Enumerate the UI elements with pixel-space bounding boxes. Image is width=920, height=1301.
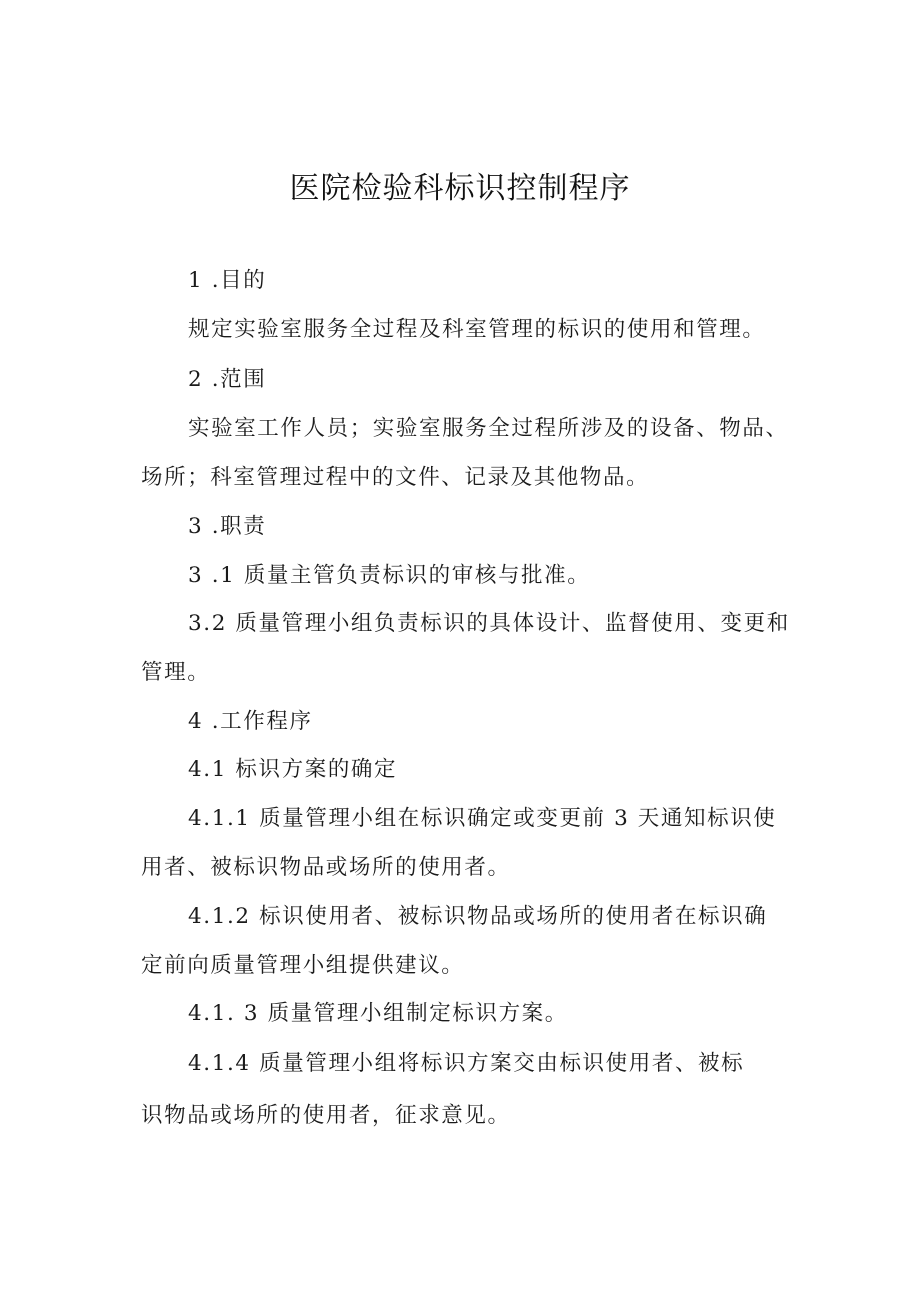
paragraph-scope-line-1: 实验室工作人员；实验室服务全过程所涉及的设备、物品、 [188, 416, 789, 441]
document-title: 医院检验科标识控制程序 [289, 171, 631, 206]
paragraph-purpose: 规定实验室服务全过程及科室管理的标识的使用和管理。 [188, 317, 766, 342]
section-heading-duties: 3 .职责 [188, 514, 267, 539]
section-heading-scope: 2 .范围 [188, 367, 267, 392]
paragraph-4-1-2-line-2: 定前向质量管理小组提供建议。 [141, 953, 465, 978]
paragraph-scope-line-2: 场所；科室管理过程中的文件、记录及其他物品。 [141, 465, 650, 490]
paragraph-duty-3-2-line-2: 管理。 [141, 660, 211, 685]
section-heading-procedure: 4 .工作程序 [188, 709, 313, 734]
paragraph-4-1-1-line-1: 4.1.1 质量管理小组在标识确定或变更前 3 天通知标识使 [188, 806, 777, 831]
paragraph-duty-3-2-line-1: 3.2 质量管理小组负责标识的具体设计、监督使用、变更和 [188, 611, 790, 636]
section-heading-purpose: 1 .目的 [188, 268, 267, 293]
paragraph-4-1-4-line-1: 4.1.4 质量管理小组将标识方案交由标识使用者、被标 [188, 1051, 745, 1076]
paragraph-4-1-2-line-1: 4.1.2 标识使用者、被标识物品或场所的使用者在标识确 [188, 904, 768, 929]
paragraph-duty-3-1: 3 .1 质量主管负责标识的审核与批准。 [188, 563, 591, 588]
subheading-4-1: 4.1 标识方案的确定 [188, 757, 398, 782]
paragraph-4-1-4-line-2: 识物品或场所的使用者，征求意见。 [141, 1103, 511, 1128]
paragraph-4-1-3: 4.1. 3 质量管理小组制定标识方案。 [188, 1001, 568, 1026]
paragraph-4-1-1-line-2: 用者、被标识物品或场所的使用者。 [141, 855, 511, 880]
